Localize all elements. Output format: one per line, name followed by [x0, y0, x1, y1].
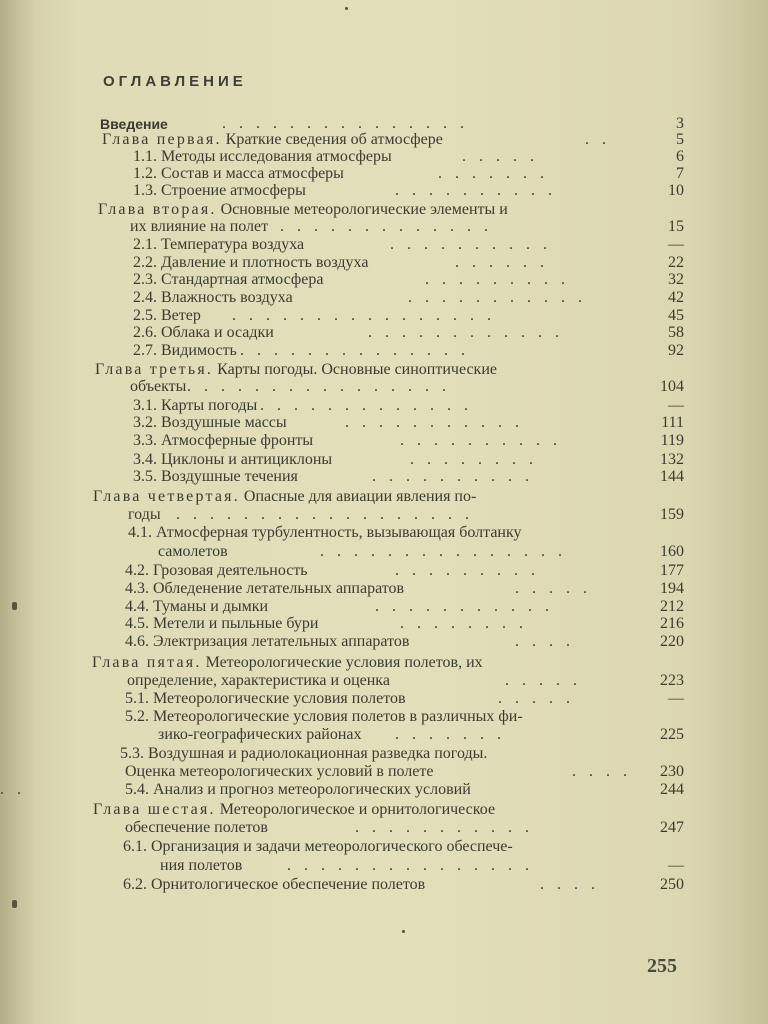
toc-entry-title: 3.4. Циклоны и антициклоны	[133, 451, 333, 468]
leader-dots: .............	[280, 218, 501, 235]
toc-entry	[0, 615, 768, 633]
toc-entry-title: их влияние на полет	[130, 218, 269, 235]
toc-entry-title	[95, 361, 497, 379]
toc-entry-title	[93, 801, 495, 819]
toc-entry-title: Введение	[100, 116, 168, 132]
toc-entry-title: 5.1. Метеорологические условия полетов	[125, 690, 406, 707]
toc-entry-title: 1.1. Методы исследования атмосферы	[133, 148, 392, 165]
toc-entry	[0, 131, 768, 149]
toc-page-number: 216	[660, 615, 684, 632]
toc-entry-title: 4.6. Электризация летательных аппаратов	[125, 633, 410, 650]
leader-dots: .....	[505, 672, 590, 689]
toc-page-number: 92	[668, 342, 684, 359]
toc-entry	[0, 801, 768, 819]
toc-page-number: 132	[660, 451, 684, 468]
binding-hole	[12, 900, 17, 908]
chapter-label: Глава первая.	[102, 131, 222, 148]
toc-page-number: 111	[661, 414, 684, 431]
toc-entry-title: зико-географических районах	[158, 726, 362, 743]
leader-dots: ....	[515, 633, 583, 650]
toc-entry	[0, 726, 768, 744]
toc-entry-title: 2.1. Температура воздуха	[133, 236, 305, 253]
leader-dots: ..	[0, 781, 34, 798]
toc-page-number: 58	[668, 324, 684, 341]
toc-entry-title: 5.2. Метеорологические условия полетов в различных фи-	[125, 708, 523, 725]
toc-entry-title: 1.3. Строение атмосферы	[133, 182, 306, 199]
toc-page-number: 10	[668, 182, 684, 199]
toc-entry	[0, 271, 768, 289]
chapter-title: Метеорологическое и орнитологическое	[215, 801, 496, 818]
chapter-title: Основные метеорологические элементы и	[216, 201, 508, 218]
toc-entry-title: 4.1. Атмосферная турбулентность, вызывающая болтанку	[128, 524, 522, 541]
toc-entry	[0, 468, 768, 486]
toc-entry-title: 4.2. Грозовая деятельность	[125, 562, 308, 579]
leader-dots: ........	[400, 615, 536, 632]
leader-dots: .............	[260, 397, 481, 414]
toc-entry	[0, 580, 768, 598]
toc-page-number: 244	[660, 781, 684, 798]
toc-page-number: 212	[660, 598, 684, 615]
toc-entry-title: 3.5. Воздушные течения	[133, 468, 298, 485]
toc-page-number: 6	[676, 148, 684, 165]
toc-entry	[0, 524, 768, 542]
leader-dots: ..........	[372, 468, 542, 485]
toc-page-number: 194	[660, 580, 684, 597]
leader-dots: ..................	[176, 506, 482, 523]
chapter-label: Глава вторая.	[98, 201, 217, 218]
toc-page-number: 223	[660, 672, 684, 689]
toc-entry	[0, 451, 768, 469]
toc-entry	[0, 633, 768, 651]
toc-entry-title: 1.2. Состав и масса атмосферы	[133, 165, 344, 182]
toc-entry-title: 4.5. Метели и пыльные бури	[125, 615, 319, 632]
toc-entry	[0, 324, 768, 342]
toc-entry	[0, 397, 768, 415]
leader-dots: .................	[170, 378, 459, 395]
toc-entry	[0, 432, 768, 450]
toc-entry	[0, 598, 768, 616]
leader-dots: ........	[410, 451, 546, 468]
toc-entry-title	[93, 488, 476, 506]
leader-dots: ....	[540, 876, 608, 893]
toc-entry-title: 6.1. Организация и задачи метеорологического обеспече-	[123, 838, 513, 855]
toc-entry-title: 2.7. Видимость	[133, 342, 237, 359]
toc-entry	[0, 361, 768, 379]
toc-entry	[0, 745, 768, 763]
leader-dots: ..	[585, 131, 619, 148]
leader-dots: .......	[395, 726, 514, 743]
toc-entry-title: годы	[128, 506, 161, 523]
chapter-title: Карты погоды. Основные синоптические	[213, 361, 497, 378]
leader-dots: ...........	[375, 598, 562, 615]
toc-entry	[0, 307, 768, 325]
toc-entry	[0, 236, 768, 254]
leader-dots: ....	[572, 763, 640, 780]
chapter-title: Краткие сведения об атмосфере	[221, 131, 443, 148]
chapter-title: Метеорологические условия полетов, их	[201, 654, 483, 671]
toc-page-number: 3	[676, 115, 684, 132]
toc-page-number: 144	[660, 468, 684, 485]
toc-page-number: 119	[660, 432, 684, 449]
toc-page-number: —	[668, 397, 684, 414]
chapter-title: Опасные для авиации явления по-	[239, 488, 477, 505]
toc-entry-title: 2.3. Стандартная атмосфера	[133, 271, 324, 288]
toc-entry-title: 2.2. Давление и плотность воздуха	[133, 254, 369, 271]
toc-heading: ОГЛАВЛЕНИЕ	[103, 73, 247, 90]
toc-page-number: —	[668, 236, 684, 253]
toc-entry-title: самолетов	[158, 543, 228, 560]
toc-entry	[0, 289, 768, 307]
toc-entry	[0, 378, 768, 396]
toc-page-number: 104	[660, 378, 684, 395]
leader-dots: .....	[498, 690, 583, 707]
toc-entry-title: 4.4. Туманы и дымки	[125, 598, 269, 615]
leader-dots: .....	[462, 148, 547, 165]
toc-page-number: 32	[668, 271, 684, 288]
toc-entry-title: 2.4. Влажность воздуха	[133, 289, 293, 306]
toc-entry	[0, 218, 768, 236]
toc-entry-title: определение, характеристика и оценка	[127, 672, 390, 689]
leader-dots: ..........	[395, 182, 565, 199]
toc-page-number: 177	[660, 562, 684, 579]
toc-entry	[0, 562, 768, 580]
toc-entry	[0, 342, 768, 360]
toc-entry-title: 3.3. Атмосферные фронты	[133, 432, 314, 449]
chapter-label: Глава пятая.	[92, 654, 202, 671]
toc-page-number: 247	[660, 819, 684, 836]
toc-entry-title: 4.3. Обледенение летательных аппаратов	[125, 580, 405, 597]
toc-entry	[0, 414, 768, 432]
chapter-label: Глава третья.	[95, 361, 214, 378]
toc-entry-title: 5.4. Анализ и прогноз метеорологических условий	[125, 781, 471, 798]
toc-page-number: 42	[668, 289, 684, 306]
toc-entry-title: 5.3. Воздушная и радиолокационная разведка погоды.	[120, 745, 488, 762]
leader-dots: .....	[515, 580, 600, 597]
leader-dots: ...........	[355, 819, 542, 836]
leader-dots: ..............	[240, 342, 478, 359]
toc-entry	[0, 672, 768, 690]
toc-entry	[0, 838, 768, 856]
toc-page-number: 22	[668, 254, 684, 271]
toc-entry	[0, 506, 768, 524]
leader-dots: .......	[438, 165, 557, 182]
leader-dots: ...............	[287, 857, 542, 874]
toc-page-number: 250	[660, 876, 684, 893]
leader-dots: ............	[368, 324, 572, 341]
paper-speck	[345, 7, 348, 10]
toc-entry	[0, 819, 768, 837]
toc-entry	[0, 201, 768, 219]
toc-page-number: 220	[660, 633, 684, 650]
toc-entry-title: 2.5. Ветер	[133, 307, 201, 324]
toc-entry	[0, 690, 768, 708]
leader-dots: ..........	[390, 236, 560, 253]
chapter-label: Глава четвертая.	[93, 488, 240, 505]
leader-dots: ...........	[408, 289, 595, 306]
toc-entry	[0, 254, 768, 272]
toc-page-number: 45	[668, 307, 684, 324]
page-number: 255	[647, 955, 677, 977]
leader-dots: .........	[395, 562, 548, 579]
toc-entry	[0, 857, 768, 875]
toc-entry-title: 3.2. Воздушные массы	[133, 414, 287, 431]
toc-entry-title: 6.2. Орнитологическое обеспечение полетов	[123, 876, 426, 893]
toc-entry-title: ния полетов	[160, 857, 243, 874]
leader-dots: ................	[232, 307, 504, 324]
toc-entry	[0, 876, 768, 894]
toc-entry-title	[98, 201, 508, 219]
toc-entry	[0, 165, 768, 183]
toc-page-number: 7	[676, 165, 684, 182]
toc-entry-title: объекты	[130, 378, 187, 395]
toc-entry-title	[92, 654, 483, 672]
chapter-label: Глава шестая.	[93, 801, 216, 818]
toc-page-number: —	[668, 690, 684, 707]
toc-page-number: 230	[660, 763, 684, 780]
toc-entry	[0, 182, 768, 200]
toc-entry-title: обеспечение полетов	[125, 819, 268, 836]
toc-page-number: 5	[676, 131, 684, 148]
toc-page-number: 159	[660, 506, 684, 523]
toc-page-number: 225	[660, 726, 684, 743]
toc-entry-title	[102, 131, 443, 149]
leader-dots: ...............	[222, 115, 477, 132]
leader-dots: ...............	[320, 543, 575, 560]
leader-dots: ...........	[345, 414, 532, 431]
toc-entry	[0, 708, 768, 726]
paper-speck	[402, 930, 405, 933]
leader-dots: ..........	[400, 432, 570, 449]
toc-entry-title: 3.1. Карты погоды	[133, 397, 258, 414]
leader-dots: .........	[425, 271, 578, 288]
toc-entry	[0, 148, 768, 166]
toc-entry	[0, 781, 768, 799]
toc-entry	[0, 543, 768, 561]
toc-page-number: —	[668, 857, 684, 874]
toc-page-number: 160	[660, 543, 684, 560]
toc-entry	[0, 763, 768, 781]
toc-entry-title: Оценка метеорологических условий в полете	[125, 763, 434, 780]
toc-entry	[0, 654, 768, 672]
toc-entry-title: 2.6. Облака и осадки	[133, 324, 274, 341]
leader-dots: ......	[455, 254, 557, 271]
toc-entry	[0, 488, 768, 506]
toc-page-number: 15	[668, 218, 684, 235]
